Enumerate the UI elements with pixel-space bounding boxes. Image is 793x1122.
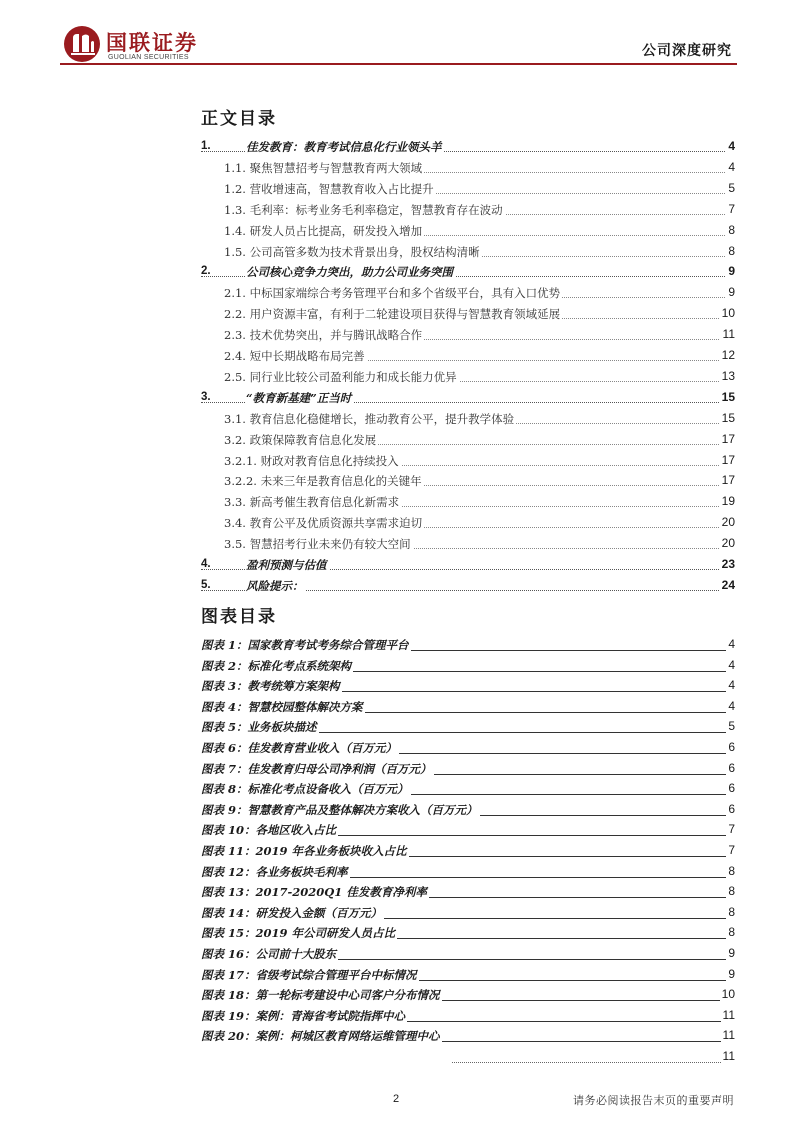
figure-entry-title: 图表 17：省级考试综合管理平台中标情况 <box>201 967 417 982</box>
toc-entry-title: 佳发教育：教育考试信息化行业领头羊 <box>246 140 442 154</box>
toc-entry-title: 3.2. 政策保障教育信息化发展 <box>224 432 377 447</box>
figure-entry-title: 图表 4：智慧校园整体解决方案 <box>201 699 363 714</box>
toc-entry-title: 3.2.1. 财政对教育信息化持续投入 <box>224 453 399 468</box>
toc-entry-title: 风险提示： <box>246 578 304 593</box>
guolian-logo-icon <box>62 24 102 64</box>
figure-entry[interactable] <box>0 904 793 924</box>
toc-entry-page: 10 <box>719 306 735 320</box>
toc-entry[interactable] <box>0 180 793 200</box>
figure-entry-title: 图表 8：标准化考点设备收入（百万元） <box>201 782 409 797</box>
toc-entry[interactable] <box>0 452 793 472</box>
toc-entry-page: 8 <box>725 223 735 237</box>
toc-entry[interactable] <box>0 556 793 576</box>
toc-entry-number: 2. <box>201 265 211 278</box>
figure-leader-line <box>452 1062 735 1063</box>
toc-entry-page: 15 <box>719 390 735 404</box>
figure-entry-page: 8 <box>728 925 735 940</box>
toc-entry-page: 8 <box>725 244 735 258</box>
figure-entry[interactable] <box>0 1027 793 1047</box>
figure-entry-title: 图表 15：2019 年公司研发人员占比 <box>201 926 396 941</box>
logo-english-text: GUOLIAN SECURITIES <box>108 54 189 61</box>
figure-entry[interactable] <box>0 636 793 656</box>
toc-entry-page: 13 <box>719 369 735 383</box>
toc-entry-title: 1.1. 聚焦智慧招考与智慧教育两大领域 <box>224 160 423 175</box>
toc-entry[interactable] <box>0 577 793 597</box>
figure-entry[interactable] <box>0 677 793 697</box>
figure-entry-title: 图表 7：佳发教育归母公司净利润（百万元） <box>201 761 432 776</box>
toc-entry-title: 2.5. 同行业比较公司盈利能力和成长能力优异 <box>224 369 457 384</box>
toc-entry-number: 4. <box>201 558 211 570</box>
figure-entry[interactable] <box>0 986 793 1006</box>
figure-entry[interactable] <box>0 966 793 986</box>
figure-entry-page: 7 <box>728 843 735 857</box>
toc-entry-page: 11 <box>720 327 735 341</box>
toc-entry[interactable] <box>0 493 793 513</box>
figure-entry-page: 6 <box>728 760 735 775</box>
figure-entry-title: 图表 18：第一轮标考建设中心司客户分布情况 <box>201 988 440 1003</box>
toc-entry-title: 3.1. 教育信息化稳健增长，推动教育公平，提升教学体验 <box>224 411 515 426</box>
toc-entry[interactable] <box>0 305 793 325</box>
figure-entry-page: 4 <box>728 678 735 693</box>
toc-entry[interactable] <box>0 389 793 409</box>
toc-entry-page: 4 <box>725 139 735 153</box>
figure-entry[interactable] <box>0 739 793 759</box>
toc-entry-title: 2.1. 中标国家端综合考务管理平台和多个省级平台，具有入口优势 <box>224 286 561 301</box>
figures-title: 图表目录 <box>201 607 277 627</box>
toc-entry[interactable] <box>0 514 793 534</box>
figure-entry-title: 图表 10：各地区收入占比 <box>201 823 337 838</box>
toc-entry[interactable] <box>0 431 793 451</box>
toc-entry-title: 1.3. 毛利率：标考业务毛利率稳定，智慧教育存在波动 <box>224 202 503 217</box>
figure-entry-page: 5 <box>728 719 735 734</box>
toc-entry[interactable] <box>0 410 793 430</box>
figure-entry-page: 9 <box>728 946 735 960</box>
toc-entry[interactable] <box>0 263 793 283</box>
figure-entry-page: 6 <box>728 781 735 796</box>
figure-entry-title: 图表 9：智慧教育产品及整体解决方案收入（百万元） <box>201 802 478 817</box>
toc-entry[interactable] <box>0 201 793 221</box>
figure-entry-page: 7 <box>728 822 735 837</box>
toc-title: 正文目录 <box>201 109 277 129</box>
toc-entry-page: 17 <box>719 453 735 467</box>
toc-entry-title: 1.4. 研发人员占比提高，研发投入增加 <box>224 223 423 238</box>
toc-entry-title: 3.3. 新高考催生教育信息化新需求 <box>224 495 400 510</box>
figure-entry-title: 图表 19：案例：青海省考试院指挥中心 <box>201 1008 406 1023</box>
toc-entry-number: 5. <box>201 578 211 591</box>
figure-entry-page: 4 <box>728 698 735 713</box>
toc-entry-title: 3.5. 智慧招考行业未来仍有较大空间 <box>224 537 411 552</box>
figure-entry[interactable] <box>0 945 793 965</box>
page-header <box>0 0 793 70</box>
toc-entry-number: 1. <box>201 140 211 152</box>
figure-entry-page: 4 <box>728 637 735 651</box>
toc-entry[interactable] <box>0 159 793 179</box>
figure-entry[interactable] <box>0 780 793 800</box>
figure-entry[interactable] <box>0 657 793 677</box>
toc-entry-title: “教育新基建”正当时 <box>246 390 352 405</box>
toc-entry-page: 17 <box>719 473 735 487</box>
figure-entry-title: 图表 1：国家教育考试考务综合管理平台 <box>201 638 409 652</box>
toc-entry-page: 20 <box>719 515 735 529</box>
figure-entry-title: 图表 14：研发投入金额（百万元） <box>201 905 383 920</box>
toc-entry[interactable] <box>0 284 793 304</box>
figure-entry-page: 11 <box>722 1028 735 1043</box>
toc-entry-title: 3.4. 教育公平及优质资源共享需求迫切 <box>224 516 423 531</box>
figure-entry-title: 图表 5：业务板块描述 <box>201 720 317 735</box>
toc-entry-page: 17 <box>719 432 735 446</box>
toc-entry-page: 5 <box>725 181 735 195</box>
figure-entry-page: 8 <box>728 884 735 899</box>
figure-entry-title: 图表 6：佳发教育营业收入（百万元） <box>201 741 398 755</box>
figure-entry-title: 图表 3：教考统筹方案架构 <box>201 679 340 694</box>
figure-entry-title: 图表 13：2017-2020Q1 佳发教育净利率 <box>201 885 427 900</box>
toc-entry-title: 2.4. 短中长期战略布局完善 <box>224 349 365 363</box>
figure-entry-page: 10 <box>721 987 735 1002</box>
toc-entry-page: 4 <box>725 160 735 174</box>
toc-entry[interactable] <box>0 138 793 158</box>
toc-entry-title: 2.2. 用户资源丰富，有利于二轮建设项目获得与智慧教育领域延展 <box>224 307 561 322</box>
toc-entry-page: 9 <box>725 285 735 299</box>
company-logo <box>62 24 202 64</box>
report-type-label: 公司深度研究 <box>642 43 732 59</box>
toc-entry[interactable] <box>0 243 793 263</box>
toc-entry-number: 3. <box>201 390 211 403</box>
toc-entry-page: 24 <box>719 578 735 592</box>
figure-entry[interactable] <box>0 821 793 841</box>
figure-entry[interactable] <box>0 718 793 738</box>
figure-entry-title: 图表 2：标准化考点系统架构 <box>201 658 352 673</box>
figure-entry-page: 6 <box>728 801 735 816</box>
figure-entry[interactable] <box>0 842 793 862</box>
toc-entry-title: 1.5. 公司高管多数为技术背景出身，股权结构清晰 <box>224 244 480 259</box>
toc-entry-title: 盈利预测与估值 <box>246 558 327 572</box>
toc-entry[interactable] <box>0 326 793 346</box>
figure-entry-title: 图表 11：2019 年各业务板块收入占比 <box>201 844 407 858</box>
figure-entry-page: 9 <box>728 966 735 981</box>
toc-entry-title: 1.2. 营收增速高，智慧教育收入占比提升 <box>224 181 434 196</box>
header-divider <box>60 63 737 65</box>
toc-entry-page: 7 <box>725 202 735 216</box>
figure-entry[interactable] <box>0 883 793 903</box>
toc-entry[interactable] <box>0 368 793 388</box>
figure-entry-page: 6 <box>728 740 735 754</box>
toc-entry-page: 12 <box>719 348 735 362</box>
toc-entry[interactable] <box>0 347 793 367</box>
toc-entry-page: 19 <box>719 494 735 508</box>
figure-entry[interactable] <box>0 801 793 821</box>
toc-entry-title: 3.2.2. 未来三年是教育信息化的关键年 <box>224 474 422 489</box>
logo-chinese-text: 国联证券 <box>106 30 198 55</box>
figure-entry-page: 4 <box>728 657 735 672</box>
figure-entry-page: 8 <box>728 904 735 919</box>
figure-entry-title: 图表 12：各业务板块毛利率 <box>201 864 348 879</box>
toc-entry-page: 20 <box>719 536 735 550</box>
figure-entry-title: 图表 20：案例：柯城区教育网络运维管理中心 <box>201 1029 440 1044</box>
page-number: 2 <box>393 1093 400 1105</box>
toc-entry[interactable] <box>0 472 793 492</box>
figure-entry[interactable] <box>0 1007 793 1027</box>
figure-entry-page: 11 <box>722 1007 735 1022</box>
figure-entry-page: 8 <box>728 863 735 878</box>
toc-entry[interactable] <box>0 535 793 555</box>
toc-entry-page: 9 <box>725 264 735 278</box>
figure-entry[interactable] <box>0 863 793 883</box>
figure-entry[interactable] <box>0 924 793 944</box>
toc-entry-page: 15 <box>719 411 735 425</box>
toc-entry-title: 公司核心竞争力突出，助力公司业务突围 <box>246 265 453 280</box>
disclaimer-note: 请务必阅读报告末页的重要声明 <box>573 1094 734 1107</box>
toc-entry-title: 2.3. 技术优势突出，并与腾讯战略合作 <box>224 328 423 343</box>
toc-entry-page: 23 <box>719 557 735 571</box>
toc-entry[interactable] <box>0 222 793 242</box>
figure-entry-title: 图表 16：公司前十大股东 <box>201 947 337 961</box>
figure-entry[interactable] <box>0 698 793 718</box>
figure-entry[interactable] <box>0 1048 793 1068</box>
figure-entry[interactable] <box>0 760 793 780</box>
figure-entry-page: 11 <box>722 1049 735 1063</box>
